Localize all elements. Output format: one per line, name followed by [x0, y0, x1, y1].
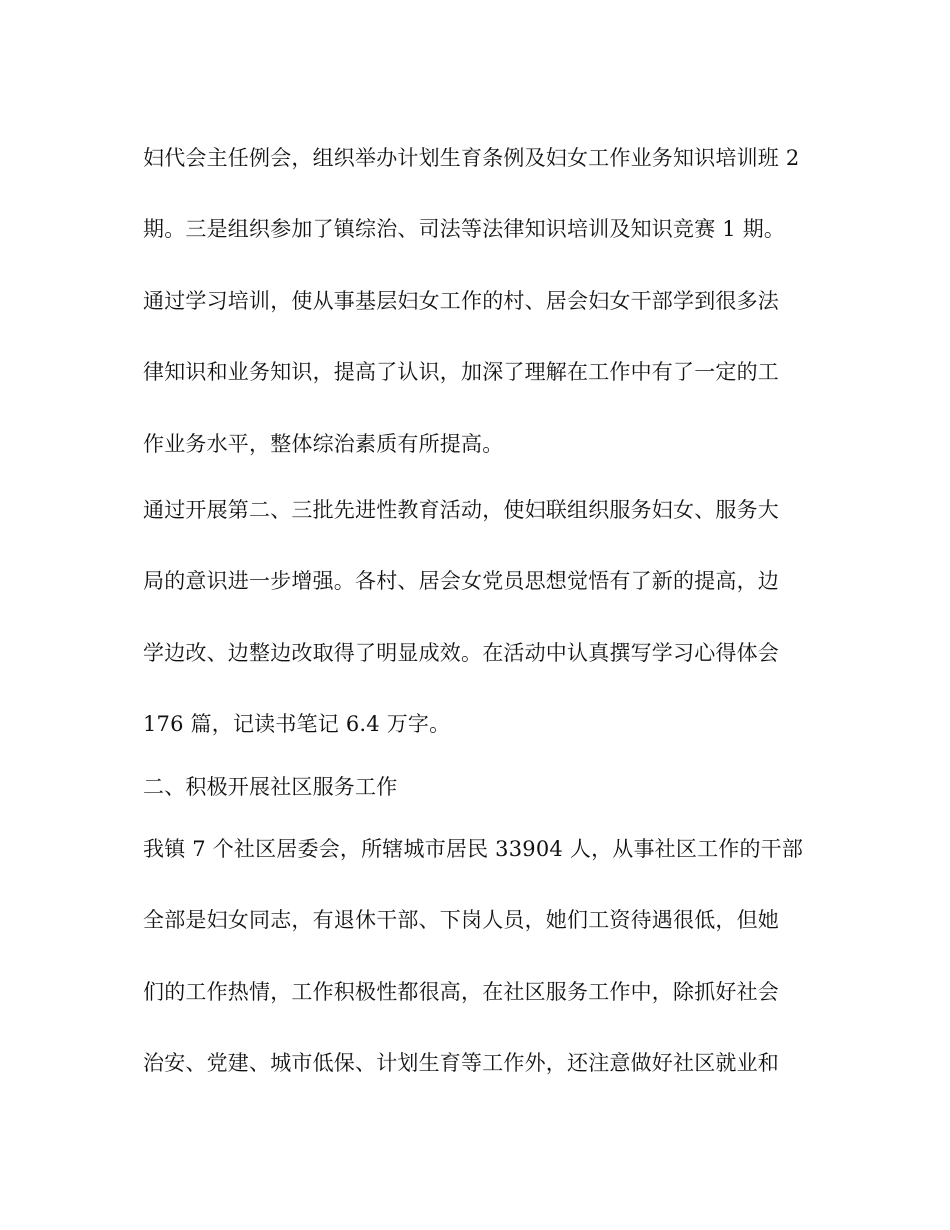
text-line: 妇代会主任例会，组织举办计划生育条例及妇女工作业务知识培训班 2 [143, 146, 800, 170]
text-line: 期。三是组织参加了镇综治、司法等法律知识培训及知识竞赛 1 期。 [143, 217, 786, 241]
text-line: 全部是妇女同志，有退休干部、下岗人员，她们工资待遇很低，但她 [143, 908, 779, 932]
text-line: 176 篇，记读书笔记 6.4 万字。 [143, 712, 451, 736]
text-line: 局的意识进一步增强。各村、居会女党员思想觉悟有了新的提高，边 [143, 569, 779, 593]
text-line: 通过开展第二、三批先进性教育活动，使妇联组织服务妇女、服务大 [143, 498, 779, 522]
text-line: 作业务水平，整体综治素质有所提高。 [143, 432, 504, 456]
text-line: 律知识和业务知识，提高了认识，加深了理解在工作中有了一定的工 [143, 360, 779, 384]
text-line: 们的工作热情，工作积极性都很高，在社区服务工作中，除抓好社会 [143, 980, 779, 1004]
text-line: 我镇 7 个社区居委会，所辖城市居民 33904 人，从事社区工作的干部 [143, 837, 804, 861]
text-line: 治安、党建、城市低保、计划生育等工作外，还注意做好社区就业和 [143, 1051, 779, 1075]
text-line: 学边改、边整边改取得了明显成效。在活动中认真撰写学习心得体会 [143, 641, 779, 665]
text-line: 通过学习培训，使从事基层妇女工作的村、居会妇女干部学到很多法 [143, 289, 779, 313]
section-heading: 二、积极开展社区服务工作 [143, 775, 398, 799]
